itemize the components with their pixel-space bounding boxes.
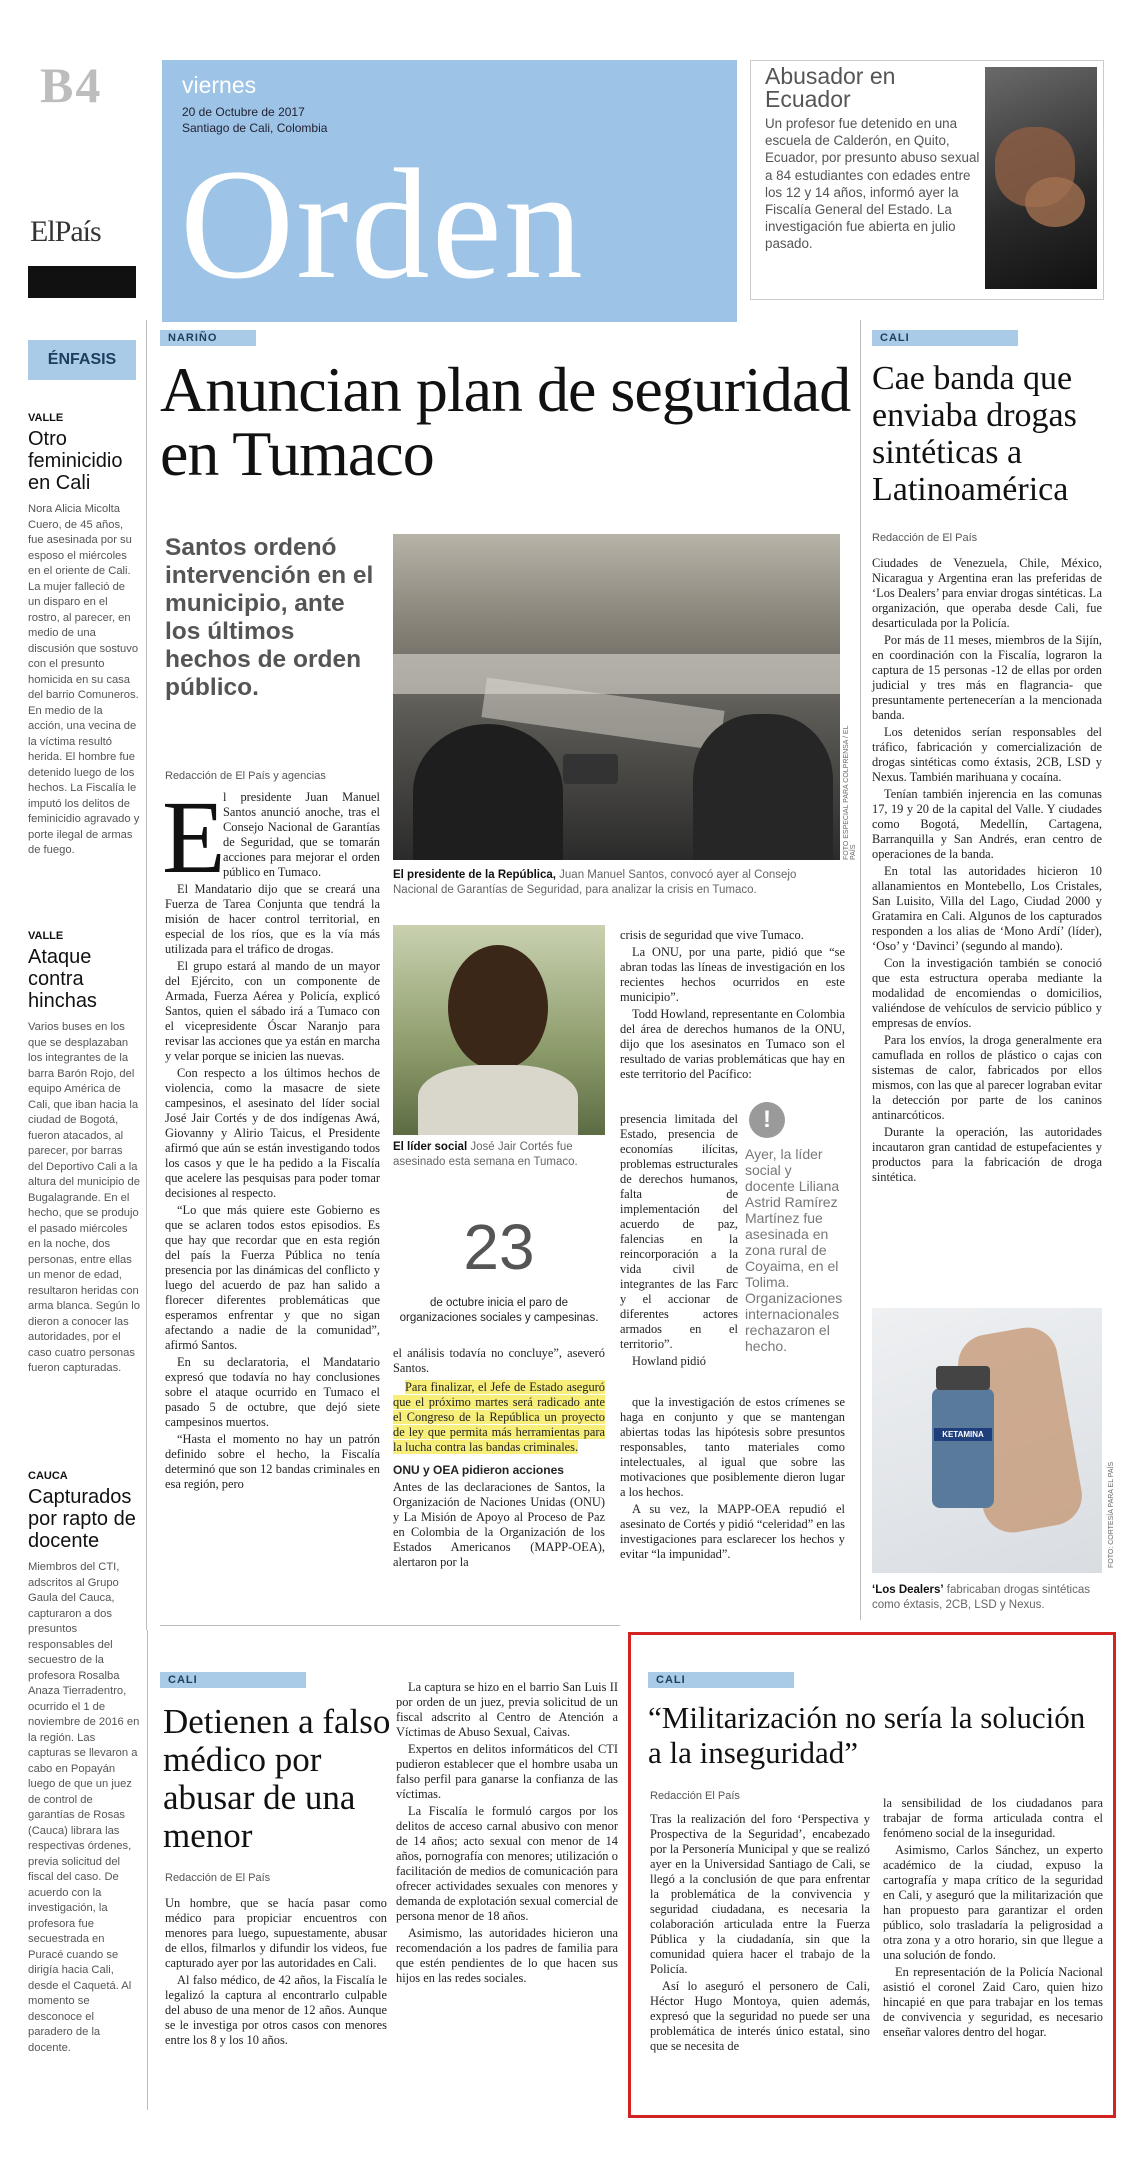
big-number: 23 — [463, 1211, 535, 1283]
br-byline: Redacción El País — [650, 1790, 740, 1802]
brief-section: CAUCA — [28, 1470, 68, 1482]
main-col3-bottom: que la investigación de estos crímenes se haga en conjunto y que se mantengan abiertas todas las hipótesis sobre presuntos responsables, tanto materiales como intelectuales, al igual que sobre las motivaciones que posiblemente dieron lugar a los hechos. A su vez, la MAPP-OEA repudió el asesinato de Cortés y pidió “celeridad” en las investigaciones para esclarecer los hechos y evitar “la impunidad”. — [620, 1395, 845, 1561]
brief-section: VALLE — [28, 412, 64, 424]
leader-photo — [393, 925, 605, 1135]
brief-title: Ataque contra hinchas — [28, 946, 97, 1012]
br-section-tag: CALI — [648, 1672, 794, 1688]
br-headline: “Militarización no sería la solución a la inseguridad” — [648, 1700, 1086, 1770]
main-deck: Santos ordenó intervención en el municipio, ante los últimos hechos de orden público. — [165, 534, 374, 701]
right-body: Ciudades de Venezuela, Chile, México, Nicaragua y Argentina eran las preferidas de ‘Los Dealers’ para enviar drogas sintéticas. La organización, que operaba desde Cali, fue desarticulada por la Policía. Por más de 11 meses, miembros de la Sijín, en coordinación con la Fiscalía, lograron la captura de 15 personas -12 de ellas por orden judicial y tres más en flagrancia- que presuntamente pertenecerían a la mencionada banda. Los detenidos serían responsables del tráfico, fabricación y comercialización de drogas sintéticas como éxtasis, 2CB, LSD y Nexus. También marihuana y cocaína. Tenían también injerencia en las comunas 17, 19 y 20 de la capital del Valle. Y ciudades como Bogotá, Medellín, Cartagena, Barranquilla y San Andrés, eran centro de operaciones de la banda. En total las autoridades hicieron 10 allanamientos en Montebello, Los Cristales, San Luisito, Villa del Lago, Ciudad 2000 y Gratamira en Cali. Algunos de los capturados responden a los alias de ‘Mono Ardí’ (líder), ‘Oso’ y ‘Davinci’ (segundo al mando). Con la investigación también se conoció que esta estructura operaba mediante la modalidad de encomiendas o domicilios, valiéndose de vehículos de servicio público y empresas de envíos. Para los envíos, la droga generalmente era camuflada en rollos de plástico o cajas con sistemas de calor, fabricados por ellos mismos, con las que al parecer lograban evitar la detección por parte de los caninos antinarcóticos. Durante la operación, las autoridades incautaron gran cantidad de estupefacientes y productos para la fabricación de droga sintética. — [872, 556, 1102, 1184]
brief-text: Miembros del CTI, adscritos al Grupo Gaula del Cauca, capturaron a dos presuntos responsables del secuestro de la profesora Rosalba Anaza Tierradentro, ocurrido el 1 de noviembre de 2016 en la región. Las capturas se llevaron a cabo en Popayán luego de que un juez de control de garantías de Rosas (Cauca) librara las respectivas órdenes, previa solicitud del fiscal del caso. De acuerdo con la investigación, la profesora fue secuestrada en Puracé cuando se dirigía hacia Cali, desde el Caquetá. Al momento se desconoce el paradero de la docente. — [28, 1561, 140, 2054]
bl-col2: La captura se hizo en el barrio San Luis II por orden de un juez, previa solicitud de un fiscal adscrito al Centro de Atención a Víctimas de Abuso Sexual, Caivas. Expertos en delitos informáticos del CTI pudieron establecer que el hombre usaba un falso perfil para ganarse la confianza de las víctimas. La Fiscalía le formuló cargos por los delitos de acceso carnal abusivo con menor de 14 años; acto sexual con menor de 14 años, pornografía con menores; utilización o facilitación de medios de comunicación para ofrecer actividades sexuales con menores y demanda de explotación sexual comercial de persona menor de 18 años. Asimismo, las autoridades hicieron una recomendación a los padres de familia para que estén pendientes de lo que hacen sus hijos en las redes sociales. — [396, 1680, 618, 1985]
brief-section: VALLE — [28, 930, 64, 942]
sidebar-brief — [28, 412, 140, 859]
teaser-photo — [985, 67, 1097, 289]
main-photo-credit: FOTO ESPECIAL PARA COLPRENSA / EL PAÍS — [843, 725, 857, 860]
alert-icon: ! — [749, 1102, 785, 1138]
highlighted-text: Para finalizar, el Jefe de Estado aseguró que el próximo martes será radicado ante el Congreso de la República un proyecto de ley que permita más herramientas para la lucha contra las bandas criminales. — [393, 1380, 605, 1454]
sidebar-brief — [28, 930, 140, 1377]
br-col2: la sensibilidad de los ciudadanos para trabajar de forma articulada contra el fenómeno social de la inseguridad. Asimismo, Carlos Sánchez, un experto académico de la ciudad, expuso la cartografía y mapa crítico de la seguridad en Cali, y aseguró que la militarización que han propuesto para garantizar el orden público, solo trasladaría la peligrosidad a otra zona y a otro horario, sin que llegue a una solución de fondo. En representación de la Policía Nacional asistió el coronel Zaid Caro, quien hizo hincapié en que para trabajar en los temas de convivencia y seguridad, es necesario enseñar valores dentro del hogar. — [883, 1796, 1103, 2039]
subhead: ONU y OEA pidieron acciones — [393, 1463, 564, 1477]
bl-col1: Un hombre, que se hacía pasar como médico para propiciar encuentros con menores para luego, supuestamente, abusar de ellos, filmarlos y difundir los videos, fue capturado ayer por las autoridades en Cali. Al falso médico, de 42 años, la Fiscalía le legalizó la captura al encontrarlo culpable del abuso de una menor de 12 años. Aunque se le investiga por otros casos con menores entre los 8 y los 10 años. — [165, 1896, 387, 2047]
main-photo — [393, 534, 840, 860]
main-headline: Anuncian plan de seguridad en Tumaco — [160, 354, 851, 489]
brief-text: Nora Alicia Micolta Cuero, de 45 años, fue asesinada por su esposo el miércoles en el oriente de Cali. La mujer falleció de un disparo en el rostro, al parecer, en medio de una discusión que sostuvo con el presunto homicida en su casa del barrio Comuneros. En medio de la acción, una vecina de la víctima resultó herida. El hombre fue detenido luego de los hechos. La Fiscalía le imputó los delitos de feminicidio agravado y porte ilegal de armas de fuego. — [28, 503, 140, 856]
main-section-tag: NARIÑO — [160, 330, 256, 346]
drop-cap: E — [162, 780, 226, 895]
sidebar-label: ÉNFASIS — [28, 340, 136, 380]
callout-box — [745, 1100, 845, 1370]
main-photo-caption: El presidente de la República, Juan Manuel Santos, convocó ayer al Consejo Nacional de Garantías de Seguridad, para analizar la crisis en Tumaco. — [393, 869, 797, 896]
section-title: Orden — [180, 137, 585, 312]
banner-place: Santiago de Cali, Colombia — [182, 121, 328, 135]
page-code: B4 — [40, 57, 103, 113]
leader-caption: El líder social José Jair Cortés fue asesinado esta semana en Tumaco. — [393, 1141, 578, 1168]
section-banner — [162, 60, 737, 322]
logo-bar — [28, 266, 136, 298]
main-col3-narrow: presencia limitada del Estado, presencia de economías ilícitas, problemas estructurales de derechos humanos, falta de implementación del acuerdo de paz, falencias en la reincorporación a la vida civil de integrantes de las Farc y el accionar de diferentes actores armados en el territorio”. Howland pidió — [620, 1112, 738, 1368]
brief-title: Otro feminicidio en Cali — [28, 428, 123, 494]
newspaper-logo: ElPaís — [30, 215, 101, 248]
main-col1: l presidente Juan Manuel Santos anunció anoche, tras el Consejo Nacional de Garantías de Seguridad, que se tomarán acciones para mejorar el orden público en Tumaco. El Mandatario dijo que se creará una Fuerza de Tarea Conjunta que tendrá la misión de hacer control territorial, en especial de los ríos, que es la vía más utilizada para el tráfico de drogas. El grupo estará al mando de un mayor del Ejército, con un componente de Armada, Fuerza Aérea y Policía, explicó Santos, quien el sábado irá a Tumaco con el vicepresidente Óscar Naranjo para revisar las acciones que ya están en marcha y velar porque se inicien las nuevas. Con respecto a los últimos hechos de violencia, como la masacre de siete campesinos, el asesinato del líder social José Jair Cortés y de dos indígenas Awá, Giovanny y Alirio Taicus, el Presidente afirmó que aún se están investigando todos los casos y que le ha pedido a la Fiscalía que acelere las pesquisas para poder tomar decisiones al respecto. “Lo que más quiere este Gobierno es que se aclaren todos estos episodios. Es que hay que recordar que en esta región del país la Fuerza Pública no tenía presencia por las dinámicas del conflicto y luego del acuerdo de paz han salido a florecer diferentes problemáticas que esperamos enfrentar y que no sigan afectando a nadie de la comunidad”, afirmó Santos. En su declaratoria, el Mandatario expresó que todavía no hay conclusiones sobre el ataque ocurrido en Tumaco el pasado 5 de octubre, que dejó siete campesinos muertos. “Hasta el momento no hay un patrón definido sobre el hecho, la Fiscalía determinó que son 12 bandas criminales en esa región, pero — [165, 790, 381, 1491]
teaser-box — [750, 60, 1104, 300]
drug-photo-credit: FOTO: CORTESÍA PARA EL PAÍS — [1108, 1461, 1115, 1568]
teaser-title: Abusador en Ecuador — [765, 63, 896, 112]
big-number-text: de octubre inicia el paro de organizaciones sociales y campesinas. — [399, 1297, 599, 1324]
banner-date: 20 de Octubre de 2017 — [182, 105, 305, 119]
teaser-text: Un profesor fue detenido en una escuela de Calderón, en Quito, Ecuador, por presunto abuso sexual a 84 estudiantes con edades entre los 12 y 14 años, informó ayer la Fiscalía General del Estado. La investigación fue abierta en julio pasado. — [765, 116, 980, 252]
main-col2: el análisis todavía no concluye”, aseveró Santos. Para finalizar, el Jefe de Estado aseguró que el próximo martes será radicado ante el Congreso de la República un proyecto de ley que permita más herramientas para la lucha contra las bandas criminales. ONU y OEA pidieron acciones Antes de las declaraciones de Santos, la Organización de Naciones Unidas (ONU) y La Misión de Apoyo al Proceso de Paz en Colombia de la Organización de los Estados Americanos (MAPP-OEA), alertaron por la — [393, 1346, 605, 1569]
brief-title: Capturados por rapto de docente — [28, 1486, 136, 1552]
right-headline: Cae banda que enviaba drogas sintéticas a Latinoamérica — [872, 360, 1077, 508]
bl-headline: Detienen a falso médico por abusar de una menor — [163, 1702, 391, 1855]
right-byline: Redacción de El País — [872, 532, 978, 544]
main-col3: crisis de seguridad que vive Tumaco. La ONU, por una parte, pidió que “se abran todas las líneas de investigación en los recientes hechos ocurridos en este municipio”. Todd Howland, representante en Colombia del área de derechos humanos de la ONU, dijo que los asesinatos en Tumaco son el resultado de varias problemáticas que hay en este territorio del Pacífico: — [620, 928, 845, 1081]
right-section-tag: CALI — [872, 330, 1018, 346]
sidebar-brief — [28, 1470, 140, 2056]
brief-text: Varios buses en los que se desplazaban los integrantes de la barra Barón Rojo, del equipo América de Cali, que iban hacia la ciudad de Bogotá, fueron atacados, al parecer, por barras del Deportivo Cali a la altura del municipio de Bugalagrande. En el hecho, que se produjo el pasado miércoles en la noche, dos personas, entre ellas un menor de edad, resultaron heridas con arma blanca. Según lo dieron a conocer las autoridades, por el caso cuatro personas fueron capturadas. — [28, 1021, 140, 1374]
drug-photo — [872, 1308, 1102, 1573]
vial-label: KETAMINA — [934, 1428, 992, 1441]
banner-day: viernes — [182, 72, 257, 98]
br-col1: Tras la realización del foro ‘Perspectiva y Prospectiva de la Seguridad’, encabezado por la Personería Municipal y que se realizó ayer en la Universidad Santiago de Cali, se llegó a la conclusión de que para enfrentar la problemática de la convivencia y seguridad ciudadana, es necesaria la colaboración articulada entre la Fuerza Pública y la ciudadanía, sin que la comunidad quiera hacer el trabajo de la Policía. Así lo aseguró el personero de Cali, Héctor Hugo Montoya, quien además, expresó que la seguridad no puede ser una problemática de interés único estatal, sino que se necesita de — [650, 1812, 870, 2053]
bl-section-tag: CALI — [160, 1672, 306, 1688]
drug-photo-caption: ‘Los Dealers’ fabricaban drogas sintéticas como éxtasis, 2CB, LSD y Nexus. — [872, 1584, 1090, 1611]
bl-byline: Redacción de El País — [165, 1872, 271, 1884]
main-byline: Redacción de El País y agencias — [165, 770, 326, 782]
callout-text: Ayer, la líder social y docente Liliana Astrid Ramírez Martínez fue asesinada en zona rural de Coyaima, en el Tolima. Organizaciones internacionales rechazaron el hecho. — [745, 1146, 843, 1354]
